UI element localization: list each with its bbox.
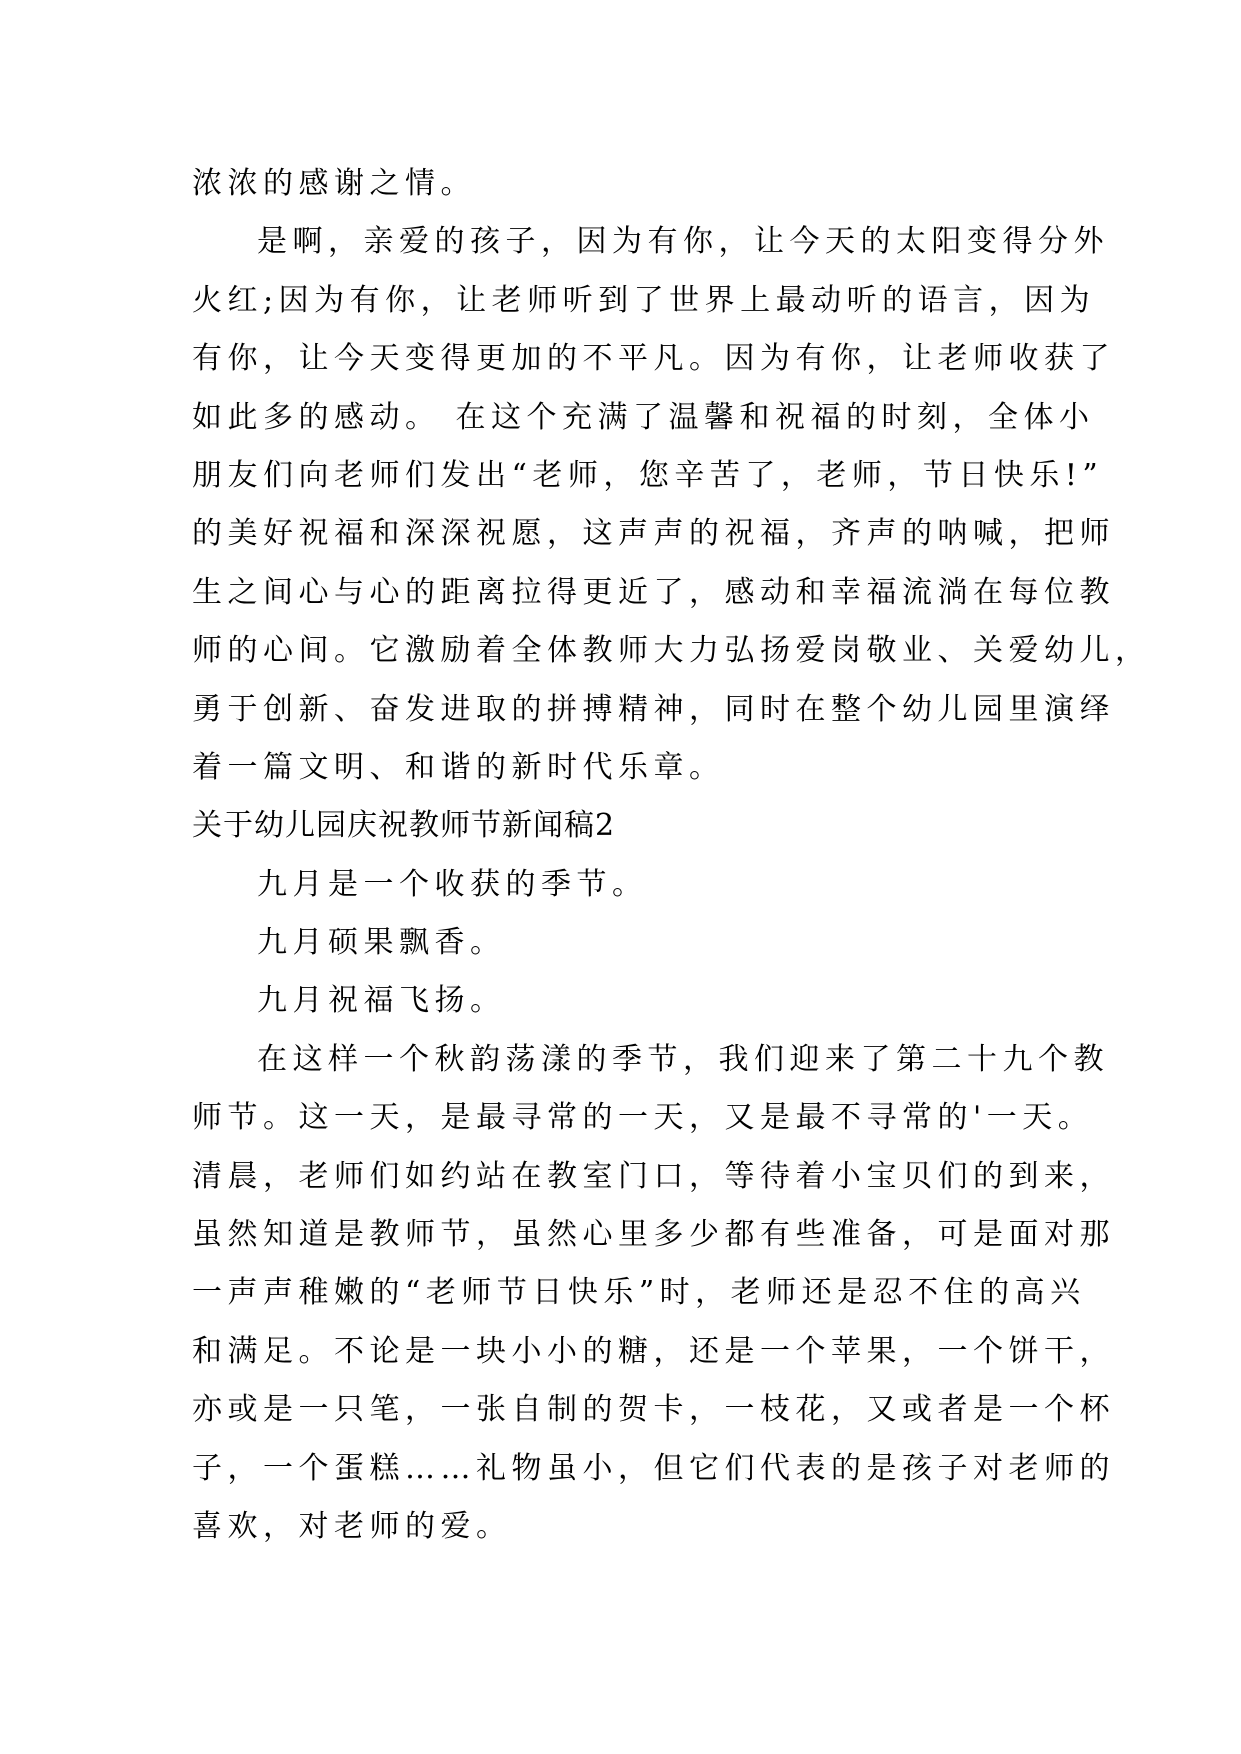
text-line: 一声声稚嫩的“老师节日快乐”时，老师还是忍不住的高兴 <box>192 1275 1086 1311</box>
text-line: 生之间心与心的距离拉得更近了，感动和幸福流淌在每位教 <box>192 574 1115 610</box>
text-line: 和满足。不论是一块小小的糖，还是一个苹果，一个饼干， <box>192 1333 1115 1369</box>
paragraph-teachers-day <box>192 1031 1115 1557</box>
text-line: 浓浓的感谢之情。 <box>192 166 476 201</box>
text-line: 清晨，老师们如约站在教室门口，等待着小宝贝们的到来， <box>192 1158 1115 1194</box>
text-line: 亦或是一只笔，一张自制的贺卡，一枝花，又或者是一个杯 <box>192 1392 1115 1428</box>
text-line: 九月是一个收获的季节。 <box>257 866 648 902</box>
short-paragraphs <box>192 856 1060 1031</box>
text-line: 的美好祝福和深深祝愿，这声声的祝福，齐声的呐喊，把师 <box>192 516 1115 552</box>
text-line: 九月硕果飘香。 <box>257 925 506 961</box>
text-line: 火红;因为有你，让老师听到了世界上最动听的语言，因为 <box>192 282 1096 318</box>
text-line: 在这样一个秋韵荡漾的季节，我们迎来了第二十九个教 <box>257 1041 1109 1077</box>
section-title: 关于幼儿园庆祝教师节新闻稿2 <box>192 808 616 844</box>
text-line: 有你，让今天变得更加的不平凡。因为有你，让老师收获了 <box>192 341 1115 377</box>
text-line: 喜欢，对老师的爱。 <box>192 1508 512 1544</box>
text-line: 朋友们向老师们发出“老师，您辛苦了，老师，节日快乐!” <box>192 457 1104 493</box>
document-page <box>192 155 1151 1556</box>
text-line: 勇于创新、奋发进取的拼搏精神，同时在整个幼儿园里演绎 <box>192 691 1115 727</box>
text-line: 师的心间。它激励着全体教师大力弘扬爱岗敬业、关爱幼儿， <box>192 633 1151 669</box>
text-line: 师节。这一天，是最寻常的一天，又是最不寻常的'一天。 <box>192 1100 1094 1136</box>
text-line: 子，一个蛋糕……礼物虽小，但它们代表的是孩子对老师的 <box>192 1450 1115 1486</box>
text-line: 着一篇文明、和谐的新时代乐章。 <box>192 749 725 785</box>
text-line: 是啊，亲爱的孩子，因为有你，让今天的太阳变得分外 <box>257 224 1109 260</box>
paragraph-continued <box>192 155 1060 213</box>
text-line: 虽然知道是教师节，虽然心里多少都有些准备，可是面对那 <box>192 1217 1115 1253</box>
text-line: 九月祝福飞扬。 <box>257 983 506 1019</box>
paragraph-children-thanks <box>192 213 1151 797</box>
text-line: 如此多的感动。 在这个充满了温馨和祝福的时刻，全体小 <box>192 399 1095 435</box>
